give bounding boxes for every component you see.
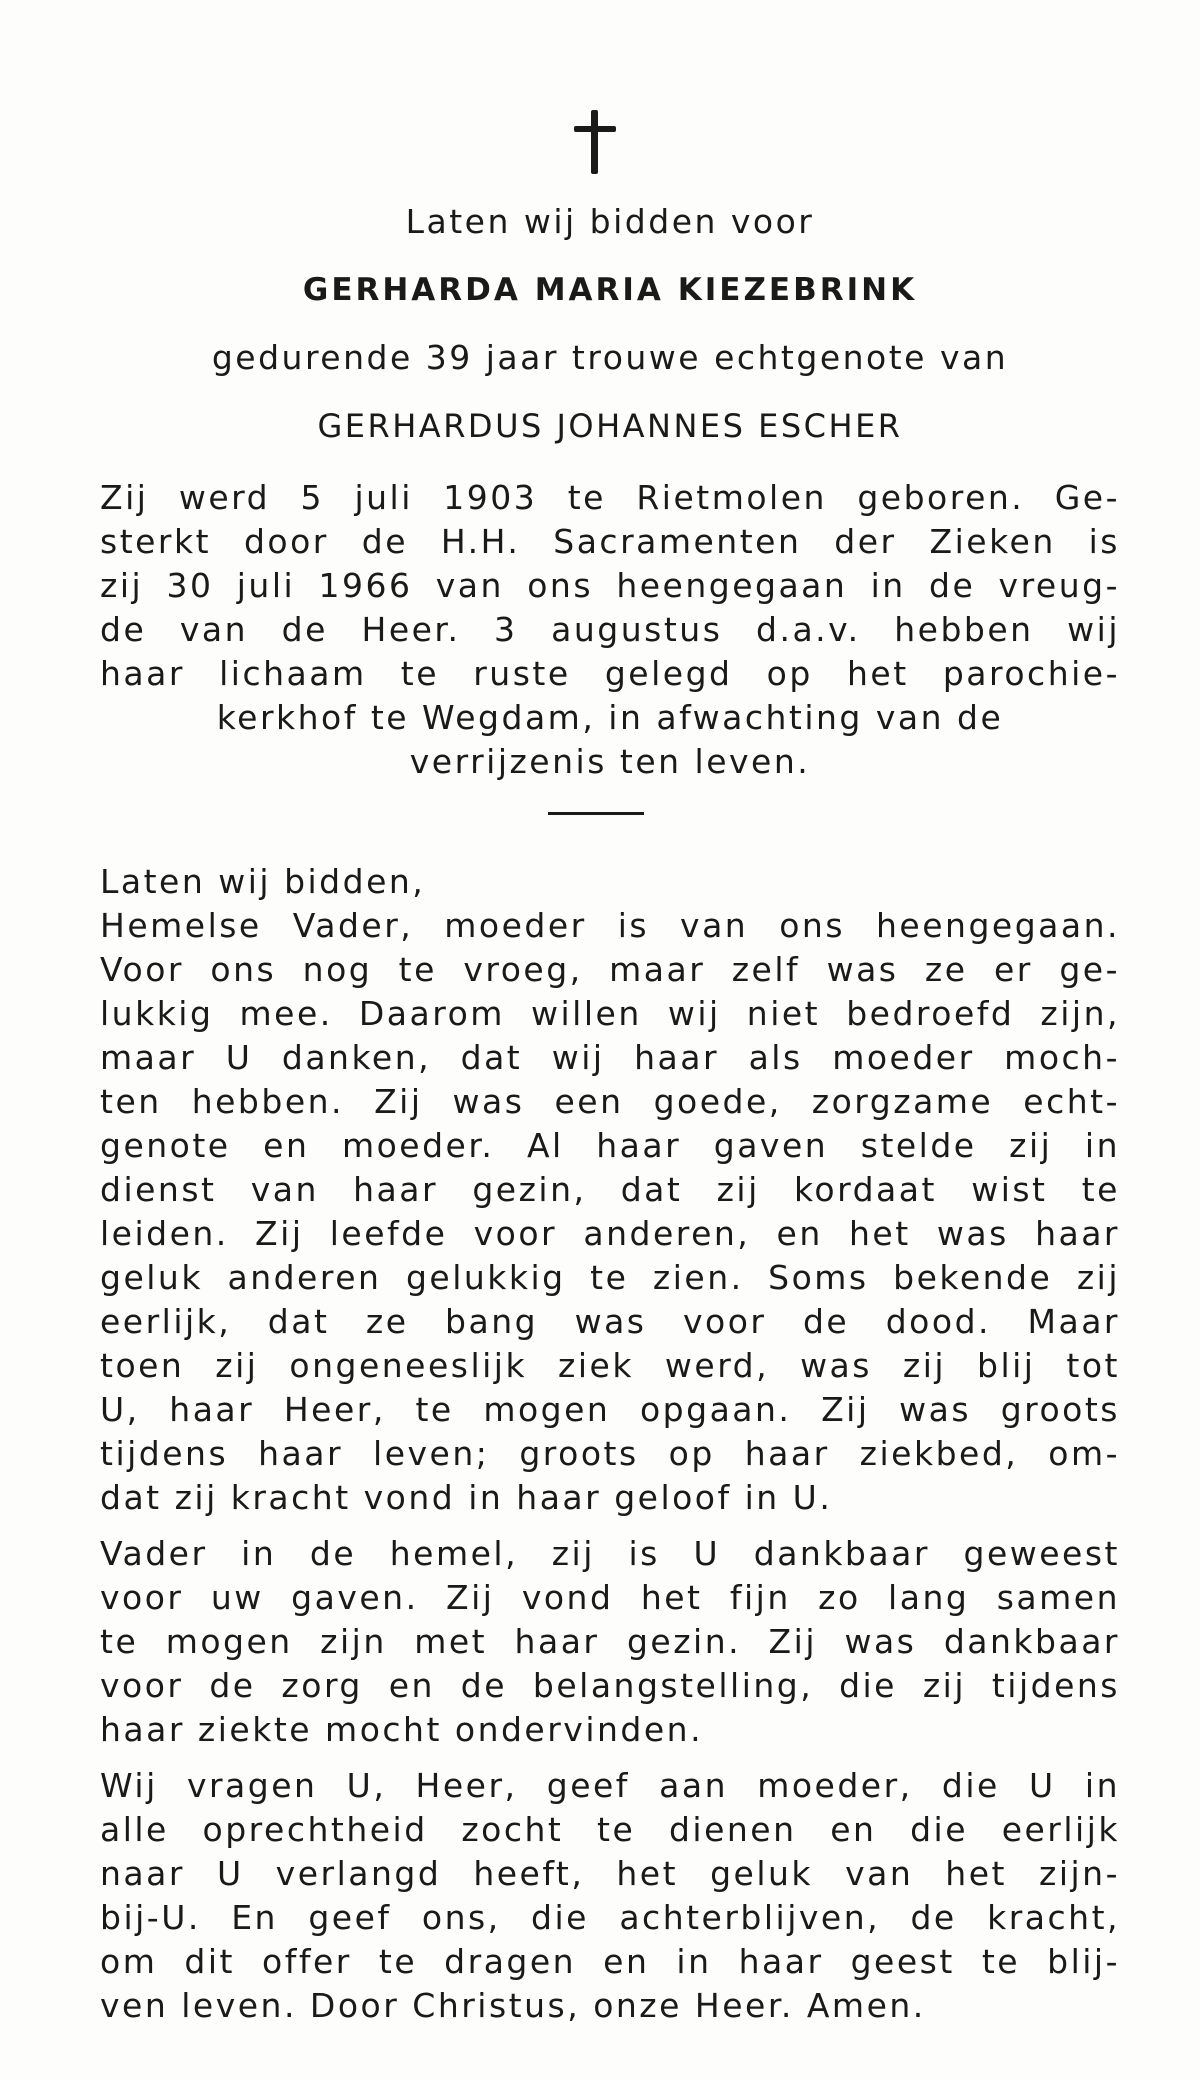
prayer-line: Hemelse Vader, moeder is van ons heengegaan. — [100, 906, 1120, 945]
prayer-line: naar U verlangd heeft, het geluk van het zijn- — [100, 1854, 1120, 1893]
prayer-line: leiden. Zij leefde voor anderen, en het was haar — [100, 1214, 1120, 1253]
prayer-line: voor de zorg en de belangstelling, die zij tijdens — [100, 1666, 1120, 1705]
prayer-line: eerlijk, dat ze bang was voor de dood. Maar — [100, 1302, 1120, 1341]
prayer-line: voor uw gaven. Zij vond het fijn zo lang samen — [100, 1578, 1120, 1617]
intro-text: Laten wij bidden voor — [405, 202, 815, 241]
prayer-line: toen zij ongeneeslijk ziek werd, was zij blij tot — [100, 1346, 1120, 1385]
biography-line: Zij werd 5 juli 1903 te Rietmolen geboren. Ge- — [100, 478, 1120, 517]
biography-line: verrijzenis ten leven. — [409, 742, 811, 781]
prayer-line: ten hebben. Zij was een goede, zorgzame echt- — [100, 1082, 1120, 1121]
biography-line: zij 30 juli 1966 van ons heengegaan in de vreug- — [100, 566, 1120, 605]
biography-line: sterkt door de H.H. Sacramenten der Zieken is — [100, 522, 1120, 561]
prayer-line: haar ziekte mocht ondervinden. — [100, 1710, 704, 1749]
prayer-line: dienst van haar gezin, dat zij kordaat wist te — [100, 1170, 1120, 1209]
prayer-line: te mogen zijn met haar gezin. Zij was dankbaar — [100, 1622, 1120, 1661]
prayer-line: Voor ons nog te vroeg, maar zelf was ze er ge- — [100, 950, 1120, 989]
prayer-line: U, haar Heer, te mogen opgaan. Zij was groots — [100, 1390, 1120, 1429]
divider — [548, 812, 644, 815]
cross-icon — [570, 110, 620, 174]
deceased-name: GERHARDA MARIA KIEZEBRINK — [302, 272, 918, 308]
relation-text: gedurende 39 jaar trouwe echtgenote van — [211, 338, 1009, 377]
prayer-line: geluk anderen gelukkig te zien. Soms bekende zij — [100, 1258, 1120, 1297]
prayer-opening: Laten wij bidden, — [100, 862, 426, 901]
prayer-line: om dit offer te dragen en in haar geest te blij- — [100, 1942, 1120, 1981]
prayer-line: genote en moeder. Al haar gaven stelde zij in — [100, 1126, 1120, 1165]
prayer-line: lukkig mee. Daarom willen wij niet bedroefd zijn, — [100, 994, 1120, 1033]
spouse-name: GERHARDUS JOHANNES ESCHER — [317, 407, 903, 445]
biography-line: kerkhof te Wegdam, in afwachting van de — [216, 698, 1004, 737]
prayer-line: alle oprechtheid zocht te dienen en die eerlijk — [100, 1810, 1120, 1849]
biography-line: haar lichaam te ruste gelegd op het parochie- — [100, 654, 1120, 693]
biography-line: de van de Heer. 3 augustus d.a.v. hebben wij — [100, 610, 1120, 649]
prayer-line: ven leven. Door Christus, onze Heer. Amen. — [100, 1986, 926, 2025]
prayer-line: bij-U. En geef ons, die achterblijven, de kracht, — [100, 1898, 1120, 1937]
prayer-line: Vader in de hemel, zij is U dankbaar geweest — [100, 1534, 1120, 1573]
prayer-line: maar U danken, dat wij haar als moeder moch- — [100, 1038, 1120, 1077]
prayer-line: Wij vragen U, Heer, geef aan moeder, die U in — [100, 1766, 1120, 1805]
prayer-line: dat zij kracht vond in haar geloof in U. — [100, 1478, 833, 1517]
prayer-line: tijdens haar leven; groots op haar ziekbed, om- — [100, 1434, 1120, 1473]
